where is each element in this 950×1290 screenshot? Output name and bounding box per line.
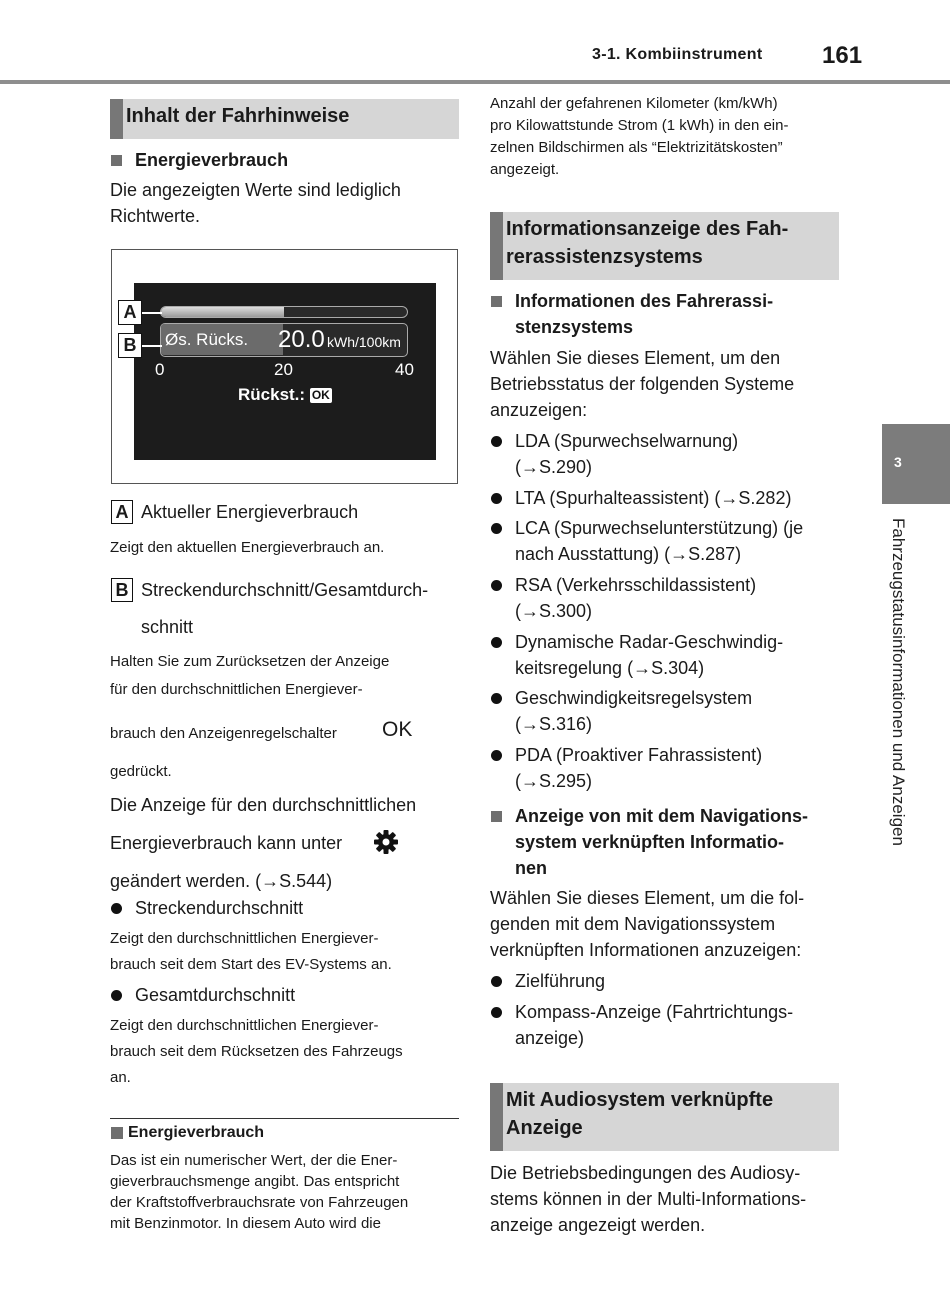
subheading-line: system verknüpften Informatio- [515,832,785,852]
note-text [110,1150,460,1234]
audio-text [490,1160,806,1238]
assist-intro [490,345,794,423]
assist-intro-line: Wählen Sie dieses Element, um den [490,348,781,368]
bullet-text: an. [110,1069,131,1086]
bullet-title: Streckendurchschnitt [135,898,304,918]
bullet-dot-icon [491,493,502,504]
system-item [515,572,756,624]
average-consumption-box [160,323,408,357]
heading-audio [490,1083,839,1151]
navigation-line: anzeige) [515,1028,585,1048]
reset-hint [238,385,332,405]
subheading-navigation [515,803,808,881]
square-bullet-icon [111,1127,123,1139]
assist-intro-line: anzuzeigen: [490,400,588,420]
item-b-text: Halten Sie zum Zurücksetzen der Anzeige [110,653,390,670]
system-item [515,685,752,737]
audio-line: Die Betriebsbedingungen des Audiosy- [490,1163,801,1183]
continued-line: angezeigt. [490,161,560,178]
system-line: LCA (Spurwechselunterstützung) (je [515,518,804,538]
continued-line: pro Kilowattstunde Strom (1 kWh) in den ein- [490,117,789,134]
note-line: mit Benzinmotor. In diesem Auto wird die [110,1215,381,1232]
bullet-text: brauch seit dem Start des EV-Systems an. [110,956,392,973]
heading-fahrhinweise [110,99,459,139]
ok-switch-symbol: OK [382,718,413,741]
square-bullet-icon [491,296,502,307]
change-text: Energieverbrauch kann unter [110,833,343,853]
scale-tick: 0 [155,360,165,379]
callout-b: B [118,333,142,358]
system-line: (→S.316) [515,714,593,734]
chapter-tab [882,424,950,504]
square-bullet-icon [111,155,122,166]
system-line: RSA (Verkehrsschildassistent) [515,575,757,595]
audio-line: stems können in der Multi-Informations- [490,1189,807,1209]
bullet-dot-icon [491,637,502,648]
system-line: nach Ausstattung) (→S.287) [515,544,742,564]
note-line: Das ist ein numerischer Wert, der die Ener- [110,1152,398,1169]
average-value: 20.0 [278,326,325,353]
chapter-number: 3 [894,454,902,470]
note-line: der Kraftstoffverbrauchsrate von Fahrzeugen [110,1194,409,1211]
bullet-text: Zeigt den durchschnittlichen Energiever- [110,930,379,947]
callout-b-line [142,345,162,347]
audio-line: anzeige angezeigt werden. [490,1215,706,1235]
bullet-dot-icon [111,990,122,1001]
system-line: LTA (Spurhalteassistent) (→S.282) [515,488,792,508]
settings-gear-icon [373,829,399,855]
system-line: keitsregelung (→S.304) [515,658,705,678]
navigation-item [515,999,793,1051]
system-item [515,629,783,681]
navigation-item [515,968,605,994]
subheading-line: nen [515,858,548,878]
page-number: 161 [822,42,863,69]
change-text: Die Anzeige für den durchschnittlichen [110,795,417,815]
square-bullet-icon [491,811,502,822]
bullet-dot-icon [111,903,122,914]
item-b-text: gedrückt. [110,763,172,780]
callout-a: A [118,300,142,325]
navigation-intro-line: Wählen Sie dieses Element, um die fol- [490,888,805,908]
system-line: Geschwindigkeitsregelsystem [515,688,753,708]
bullet-dot-icon [491,580,502,591]
subheading-line: Informationen des Fahrerassi- [515,291,774,311]
bullet-dot-icon [491,693,502,704]
system-item [515,428,738,480]
item-a-title: Aktueller Energieverbrauch [141,502,359,522]
bullet-dot-icon [491,976,502,987]
average-label: Øs. Rücks. [161,324,283,355]
system-line: LDA (Spurwechselwarnung) [515,431,739,451]
heading-text: Informationsanzeige des Fah- [506,218,789,240]
item-a-label: A [111,500,133,524]
system-line: (→S.295) [515,771,593,791]
callout-a-line [142,312,162,314]
bullet-dot-icon [491,523,502,534]
intro-line: Richtwerte. [110,206,201,226]
heading-text: rerassistenzsystems [506,246,703,268]
navigation-line: Kompass-Anzeige (Fahrtrichtungs- [515,1002,794,1022]
note-line: gieverbrauchsmenge angibt. Das entspricht [110,1173,400,1190]
bullet-text: brauch seit dem Rücksetzen des Fahrzeugs [110,1043,403,1060]
heading-text: Inhalt der Fahrhinweise [126,105,350,127]
continued-text [490,93,850,181]
item-b-text: für den durchschnittlichen Energiever- [110,681,363,698]
navigation-intro [490,885,804,963]
heading-text: Anzeige [506,1117,583,1139]
item-b-title: Streckendurchschnitt/Gesamtdurch- [141,580,429,600]
average-unit: kWh/100km [327,334,401,350]
ok-badge: OK [311,388,330,402]
item-b-text: brauch den Anzeigenregelschalter [110,725,337,742]
subheading-line: stenzsystems [515,317,634,337]
scale-tick: 40 [395,360,414,379]
current-consumption-bar [160,306,408,318]
change-text: geändert werden. (→S.544) [110,871,333,891]
heading-text: Mit Audiosystem verknüpfte [506,1089,774,1111]
subheading-assist [515,288,773,340]
continued-line: zelnen Bildschirmen als “Elektrizitätskosten” [490,139,783,156]
item-b-label: B [111,578,133,602]
item-a-text: Zeigt den aktuellen Energieverbrauch an. [110,539,385,556]
assist-intro-line: Betriebsstatus der folgenden Systeme [490,374,795,394]
note-divider [110,1118,459,1119]
bullet-dot-icon [491,1007,502,1018]
system-item [515,742,762,794]
continued-line: Anzahl der gefahrenen Kilometer (km/kWh) [490,95,778,112]
system-line: (→S.300) [515,601,593,621]
bullet-text: Zeigt den durchschnittlichen Energiever- [110,1017,379,1034]
current-consumption-bar-fill [161,307,284,317]
system-item [515,485,791,511]
section-title: 3-1. Kombiinstrument [592,46,763,63]
bullet-dot-icon [491,750,502,761]
heading-assist [490,212,839,280]
scale-tick: 20 [274,360,293,379]
bullet-dot-icon [491,436,502,447]
navigation-intro-line: genden mit dem Navigationssystem [490,914,776,934]
chapter-title: Fahrzeugstatusinformationen und Anzeigen [889,518,908,846]
system-line: (→S.290) [515,457,593,477]
header-divider [0,80,950,84]
note-heading: Energieverbrauch [128,1124,265,1141]
system-line: Dynamische Radar-Geschwindig- [515,632,784,652]
item-b-title: schnitt [141,617,194,637]
reset-label: Rückst.: [238,385,306,404]
system-item [515,515,803,567]
navigation-line: Zielführung [515,971,606,991]
subheading-line: Anzeige von mit dem Navigations- [515,806,809,826]
subheading-energy: Energieverbrauch [135,150,289,170]
bullet-title: Gesamtdurchschnitt [135,985,296,1005]
intro-line: Die angezeigten Werte sind lediglich [110,180,401,200]
navigation-intro-line: verknüpften Informationen anzuzeigen: [490,940,802,960]
system-line: PDA (Proaktiver Fahrassistent) [515,745,763,765]
